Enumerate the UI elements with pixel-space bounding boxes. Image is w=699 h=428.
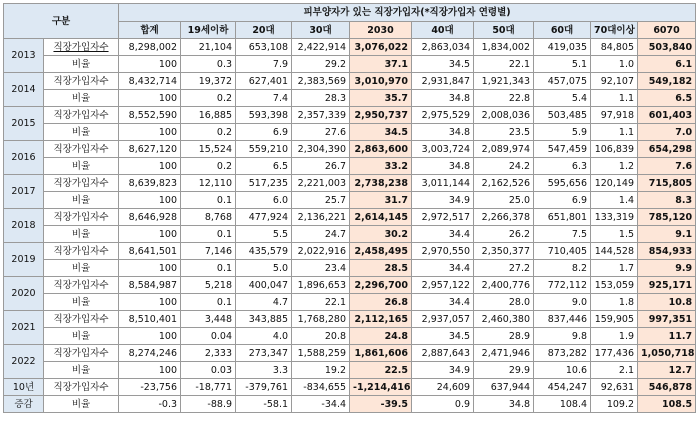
row-label: 비율: [44, 90, 119, 107]
group-header: 구분: [4, 4, 119, 39]
value-cell: 21,104: [181, 39, 236, 56]
value-cell: 5.4: [534, 90, 591, 107]
row-label: 직장가입자수: [44, 141, 119, 158]
table-row: [4, 141, 696, 158]
value-cell: 2,975,529: [412, 107, 474, 124]
row-label: 비율: [44, 124, 119, 141]
value-cell: 2,950,737: [350, 107, 412, 124]
column-header: 50대: [474, 22, 534, 39]
value-cell: 177,436: [591, 345, 638, 362]
header-row-1: [4, 4, 696, 22]
value-cell: 26.7: [292, 158, 350, 175]
table-row: [4, 175, 696, 192]
value-cell: 5.0: [236, 260, 292, 277]
value-cell: 24,609: [412, 379, 474, 396]
value-cell: 7.9: [236, 56, 292, 73]
value-cell: 2,970,550: [412, 243, 474, 260]
table-row: [4, 379, 696, 396]
column-header: 합계: [119, 22, 181, 39]
value-cell: 26.2: [474, 226, 534, 243]
value-cell: 5.9: [534, 124, 591, 141]
value-cell: 1,861,606: [350, 345, 412, 362]
row-label: 직장가입자수: [44, 243, 119, 260]
value-cell: 400,047: [236, 277, 292, 294]
value-cell: 34.8: [412, 90, 474, 107]
value-cell: 0.2: [181, 90, 236, 107]
value-cell: 715,805: [638, 175, 696, 192]
value-cell: 7.4: [236, 90, 292, 107]
table-row: [4, 158, 696, 175]
value-cell: 1.1: [591, 90, 638, 107]
value-cell: 144,528: [591, 243, 638, 260]
value-cell: 8.3: [638, 192, 696, 209]
value-cell: 34.4: [412, 260, 474, 277]
value-cell: 100: [119, 260, 181, 277]
value-cell: -379,761: [236, 379, 292, 396]
value-cell: 8,584,987: [119, 277, 181, 294]
value-cell: 27.2: [474, 260, 534, 277]
value-cell: 2,458,495: [350, 243, 412, 260]
row-label: 직장가입자수: [44, 175, 119, 192]
value-cell: 25.0: [474, 192, 534, 209]
value-cell: 0.1: [181, 294, 236, 311]
value-cell: 10.8: [638, 294, 696, 311]
value-cell: 546,878: [638, 379, 696, 396]
row-label: 비율: [44, 328, 119, 345]
value-cell: 24.8: [350, 328, 412, 345]
value-cell: 8,274,246: [119, 345, 181, 362]
value-cell: -39.5: [350, 396, 412, 413]
row-label: 직장가입자수: [44, 345, 119, 362]
value-cell: 34.9: [412, 192, 474, 209]
value-cell: 22.5: [350, 362, 412, 379]
value-cell: 22.1: [292, 294, 350, 311]
value-cell: 100: [119, 226, 181, 243]
value-cell: 159,905: [591, 311, 638, 328]
value-cell: 22.1: [474, 56, 534, 73]
value-cell: 2,112,165: [350, 311, 412, 328]
value-cell: -0.3: [119, 396, 181, 413]
value-cell: 2,296,700: [350, 277, 412, 294]
year-cell: 2013: [4, 39, 44, 73]
table-row: [4, 294, 696, 311]
value-cell: 435,579: [236, 243, 292, 260]
value-cell: 651,801: [534, 209, 591, 226]
value-cell: -18,771: [181, 379, 236, 396]
value-cell: 3,448: [181, 311, 236, 328]
row-label: 비율: [44, 192, 119, 209]
row-label: 직장가입자수: [44, 73, 119, 90]
value-cell: 15,524: [181, 141, 236, 158]
value-cell: 1,050,718: [638, 345, 696, 362]
row-label: 비율: [44, 396, 119, 413]
value-cell: 2,022,916: [292, 243, 350, 260]
value-cell: 28.0: [474, 294, 534, 311]
value-cell: 2,162,526: [474, 175, 534, 192]
column-header: 19세이하: [181, 22, 236, 39]
value-cell: 772,112: [534, 277, 591, 294]
value-cell: 22.8: [474, 90, 534, 107]
column-header: 60대: [534, 22, 591, 39]
value-cell: 35.7: [350, 90, 412, 107]
value-cell: 24.2: [474, 158, 534, 175]
value-cell: 108.5: [638, 396, 696, 413]
year-cell: 2021: [4, 311, 44, 345]
table-row: [4, 90, 696, 107]
table-row: [4, 226, 696, 243]
value-cell: 34.9: [412, 362, 474, 379]
value-cell: 2.1: [591, 362, 638, 379]
value-cell: 5.5: [236, 226, 292, 243]
row-label: 직장가입자수: [44, 311, 119, 328]
super-header: 피부양자가 있는 직장가입자(*직장가입자 연령별): [119, 4, 696, 22]
table-row: [4, 73, 696, 90]
table-row: [4, 328, 696, 345]
value-cell: 100: [119, 56, 181, 73]
value-cell: 710,405: [534, 243, 591, 260]
value-cell: 25.7: [292, 192, 350, 209]
value-cell: 2,937,057: [412, 311, 474, 328]
value-cell: 477,924: [236, 209, 292, 226]
value-cell: 2,471,946: [474, 345, 534, 362]
value-cell: 100: [119, 158, 181, 175]
value-cell: 30.2: [350, 226, 412, 243]
table-row: [4, 243, 696, 260]
value-cell: 9.1: [638, 226, 696, 243]
value-cell: 106,839: [591, 141, 638, 158]
row-label: 직장가입자수: [44, 107, 119, 124]
value-cell: 4.7: [236, 294, 292, 311]
value-cell: 0.1: [181, 260, 236, 277]
value-cell: 2,460,380: [474, 311, 534, 328]
row-label: 직장가입자수: [44, 39, 119, 56]
year-cell: 2016: [4, 141, 44, 175]
value-cell: 785,120: [638, 209, 696, 226]
value-cell: 31.7: [350, 192, 412, 209]
column-header: 20대: [236, 22, 292, 39]
value-cell: 2,887,643: [412, 345, 474, 362]
value-cell: 2,221,003: [292, 175, 350, 192]
value-cell: 3,010,970: [350, 73, 412, 90]
year-cell: 2017: [4, 175, 44, 209]
value-cell: 84,805: [591, 39, 638, 56]
value-cell: 0.1: [181, 192, 236, 209]
table-row: [4, 311, 696, 328]
value-cell: 108.4: [534, 396, 591, 413]
row-label: 비율: [44, 226, 119, 243]
value-cell: 16,885: [181, 107, 236, 124]
value-cell: 1,921,343: [474, 73, 534, 90]
value-cell: 7.0: [638, 124, 696, 141]
value-cell: 12.7: [638, 362, 696, 379]
value-cell: 120,149: [591, 175, 638, 192]
table-row: [4, 107, 696, 124]
value-cell: 33.2: [350, 158, 412, 175]
value-cell: -58.1: [236, 396, 292, 413]
value-cell: 100: [119, 192, 181, 209]
value-cell: 28.9: [474, 328, 534, 345]
value-cell: 837,446: [534, 311, 591, 328]
table-row: [4, 277, 696, 294]
value-cell: 873,282: [534, 345, 591, 362]
value-cell: 2,957,122: [412, 277, 474, 294]
value-cell: 2,350,377: [474, 243, 534, 260]
value-cell: 2,422,914: [292, 39, 350, 56]
value-cell: 2,383,569: [292, 73, 350, 90]
value-cell: 109.2: [591, 396, 638, 413]
value-cell: 2,266,378: [474, 209, 534, 226]
table-row: [4, 192, 696, 209]
age-stats-table: [3, 3, 696, 413]
value-cell: 9.8: [534, 328, 591, 345]
value-cell: 1,834,002: [474, 39, 534, 56]
value-cell: 34.4: [412, 226, 474, 243]
value-cell: 23.5: [474, 124, 534, 141]
value-cell: 34.5: [350, 124, 412, 141]
value-cell: -834,655: [292, 379, 350, 396]
value-cell: 28.5: [350, 260, 412, 277]
value-cell: 133,319: [591, 209, 638, 226]
value-cell: 6.5: [236, 158, 292, 175]
year-cell: 증감: [4, 396, 44, 413]
year-cell: 2018: [4, 209, 44, 243]
row-label: 비율: [44, 294, 119, 311]
value-cell: 2,614,145: [350, 209, 412, 226]
value-cell: 7,146: [181, 243, 236, 260]
year-cell: 2022: [4, 345, 44, 379]
column-header: 40대: [412, 22, 474, 39]
value-cell: 100: [119, 362, 181, 379]
value-cell: 3,076,022: [350, 39, 412, 56]
value-cell: 19.2: [292, 362, 350, 379]
value-cell: 153,059: [591, 277, 638, 294]
value-cell: 4.0: [236, 328, 292, 345]
value-cell: 1,896,653: [292, 277, 350, 294]
value-cell: -23,756: [119, 379, 181, 396]
table-row: [4, 260, 696, 277]
value-cell: 100: [119, 124, 181, 141]
value-cell: 8,552,590: [119, 107, 181, 124]
value-cell: 0.9: [412, 396, 474, 413]
value-cell: 419,035: [534, 39, 591, 56]
row-label: 비율: [44, 158, 119, 175]
value-cell: 1,768,280: [292, 311, 350, 328]
value-cell: 0.2: [181, 124, 236, 141]
value-cell: 8,641,501: [119, 243, 181, 260]
value-cell: 1.4: [591, 192, 638, 209]
value-cell: 593,398: [236, 107, 292, 124]
value-cell: 0.3: [181, 56, 236, 73]
value-cell: 997,351: [638, 311, 696, 328]
value-cell: 503,840: [638, 39, 696, 56]
table-row: [4, 209, 696, 226]
value-cell: 8,298,002: [119, 39, 181, 56]
value-cell: 92,107: [591, 73, 638, 90]
value-cell: 8,432,714: [119, 73, 181, 90]
value-cell: 547,459: [534, 141, 591, 158]
value-cell: 8,639,823: [119, 175, 181, 192]
column-header: 6070: [638, 22, 696, 39]
value-cell: 2,304,390: [292, 141, 350, 158]
table-row: [4, 362, 696, 379]
value-cell: 8,768: [181, 209, 236, 226]
value-cell: 0.2: [181, 158, 236, 175]
value-cell: 100: [119, 90, 181, 107]
row-label: 직장가입자수: [44, 277, 119, 294]
value-cell: 559,210: [236, 141, 292, 158]
value-cell: 34.5: [412, 328, 474, 345]
value-cell: 20.8: [292, 328, 350, 345]
value-cell: 3,003,724: [412, 141, 474, 158]
value-cell: 637,944: [474, 379, 534, 396]
row-label: 비율: [44, 260, 119, 277]
year-cell: 2015: [4, 107, 44, 141]
row-label: 직장가입자수: [44, 209, 119, 226]
value-cell: 6.1: [638, 56, 696, 73]
value-cell: 454,247: [534, 379, 591, 396]
value-cell: 517,235: [236, 175, 292, 192]
value-cell: 24.7: [292, 226, 350, 243]
value-cell: 1.9: [591, 328, 638, 345]
table-row: [4, 39, 696, 56]
value-cell: 1.7: [591, 260, 638, 277]
value-cell: 654,298: [638, 141, 696, 158]
value-cell: 1.1: [591, 124, 638, 141]
year-cell: 2019: [4, 243, 44, 277]
value-cell: 28.3: [292, 90, 350, 107]
value-cell: 6.3: [534, 158, 591, 175]
value-cell: 5,218: [181, 277, 236, 294]
value-cell: 627,401: [236, 73, 292, 90]
year-cell: 2014: [4, 73, 44, 107]
value-cell: 29.2: [292, 56, 350, 73]
table-body: [4, 4, 696, 413]
value-cell: 2,931,847: [412, 73, 474, 90]
value-cell: 34.4: [412, 294, 474, 311]
row-label: 비율: [44, 362, 119, 379]
value-cell: 595,656: [534, 175, 591, 192]
column-header: 70대이상: [591, 22, 638, 39]
value-cell: 6.0: [236, 192, 292, 209]
value-cell: 97,918: [591, 107, 638, 124]
value-cell: 9.0: [534, 294, 591, 311]
value-cell: 1.0: [591, 56, 638, 73]
value-cell: 8.2: [534, 260, 591, 277]
value-cell: 2,400,776: [474, 277, 534, 294]
value-cell: -1,214,416: [350, 379, 412, 396]
table-row: [4, 345, 696, 362]
value-cell: 10.6: [534, 362, 591, 379]
table-row: [4, 56, 696, 73]
value-cell: 8,510,401: [119, 311, 181, 328]
value-cell: 2,008,036: [474, 107, 534, 124]
value-cell: -88.9: [181, 396, 236, 413]
year-cell: 2020: [4, 277, 44, 311]
value-cell: 503,485: [534, 107, 591, 124]
value-cell: 7.5: [534, 226, 591, 243]
value-cell: 549,182: [638, 73, 696, 90]
column-header: 2030: [350, 22, 412, 39]
value-cell: -34.4: [292, 396, 350, 413]
value-cell: 925,171: [638, 277, 696, 294]
value-cell: 92,631: [591, 379, 638, 396]
value-cell: 5.1: [534, 56, 591, 73]
value-cell: 653,108: [236, 39, 292, 56]
value-cell: 273,347: [236, 345, 292, 362]
value-cell: 34.8: [412, 124, 474, 141]
value-cell: 3.3: [236, 362, 292, 379]
value-cell: 6.5: [638, 90, 696, 107]
value-cell: 0.04: [181, 328, 236, 345]
value-cell: 343,885: [236, 311, 292, 328]
value-cell: 0.03: [181, 362, 236, 379]
value-cell: 8,646,928: [119, 209, 181, 226]
value-cell: 2,863,034: [412, 39, 474, 56]
value-cell: 2,972,517: [412, 209, 474, 226]
value-cell: 1.8: [591, 294, 638, 311]
value-cell: 1,588,259: [292, 345, 350, 362]
year-cell: 10년: [4, 379, 44, 396]
value-cell: 3,011,144: [412, 175, 474, 192]
value-cell: 7.6: [638, 158, 696, 175]
table-row: [4, 124, 696, 141]
value-cell: 100: [119, 294, 181, 311]
value-cell: 34.5: [412, 56, 474, 73]
value-cell: 2,089,974: [474, 141, 534, 158]
value-cell: 457,075: [534, 73, 591, 90]
value-cell: 27.6: [292, 124, 350, 141]
value-cell: 12,110: [181, 175, 236, 192]
value-cell: 6.9: [534, 192, 591, 209]
value-cell: 854,933: [638, 243, 696, 260]
value-cell: 6.9: [236, 124, 292, 141]
row-label: 비율: [44, 56, 119, 73]
value-cell: 11.7: [638, 328, 696, 345]
value-cell: 8,627,120: [119, 141, 181, 158]
value-cell: 2,333: [181, 345, 236, 362]
value-cell: 23.4: [292, 260, 350, 277]
row-label: 직장가입자수: [44, 379, 119, 396]
value-cell: 2,357,339: [292, 107, 350, 124]
value-cell: 37.1: [350, 56, 412, 73]
value-cell: 2,136,221: [292, 209, 350, 226]
value-cell: 2,738,238: [350, 175, 412, 192]
column-header: 30대: [292, 22, 350, 39]
value-cell: 9.9: [638, 260, 696, 277]
value-cell: 100: [119, 328, 181, 345]
value-cell: 1.5: [591, 226, 638, 243]
value-cell: 1.2: [591, 158, 638, 175]
value-cell: 26.8: [350, 294, 412, 311]
value-cell: 0.1: [181, 226, 236, 243]
value-cell: 34.8: [412, 158, 474, 175]
value-cell: 2,863,600: [350, 141, 412, 158]
value-cell: 34.8: [474, 396, 534, 413]
table-row: [4, 396, 696, 413]
value-cell: 29.9: [474, 362, 534, 379]
value-cell: 19,372: [181, 73, 236, 90]
value-cell: 601,403: [638, 107, 696, 124]
